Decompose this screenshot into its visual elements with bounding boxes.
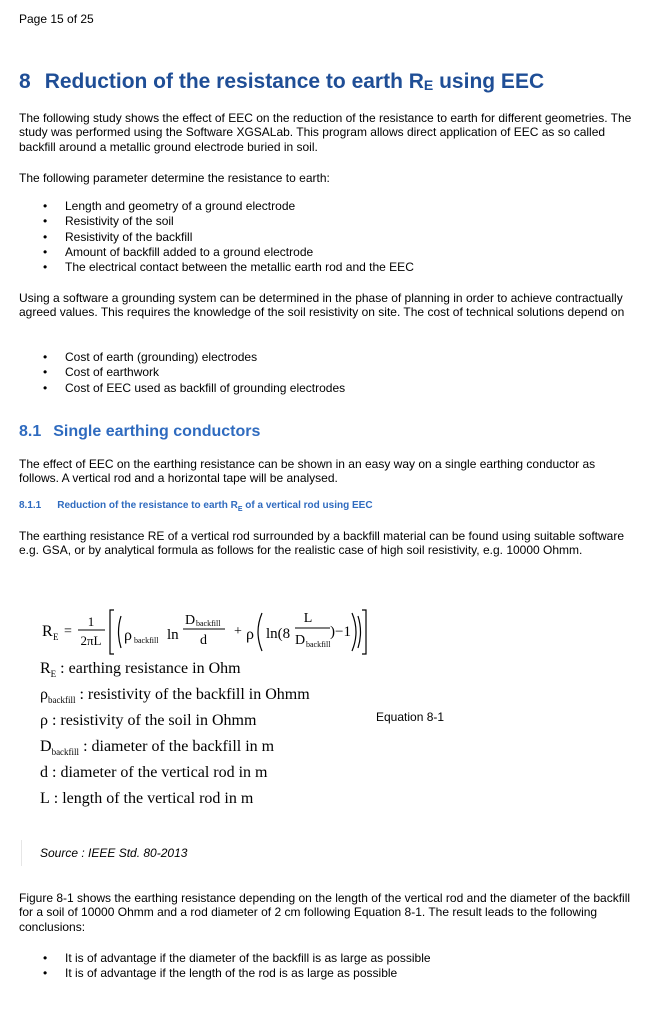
list-item: • Length and geometry of a ground electrode xyxy=(43,199,414,214)
formula-lhs-subscript: E xyxy=(53,632,59,642)
formula-rho-backfill-subscript: backfill xyxy=(134,636,159,645)
parameters-list xyxy=(43,199,414,275)
formula-D-denominator-subscript: backfill xyxy=(306,640,331,649)
list-item: • Cost of earth (grounding) electrodes xyxy=(43,350,345,365)
formula-rho-backfill: ρ xyxy=(124,627,132,644)
definition-row: $\rho_{backfill}$ : resistivity of the backfill in Ohmm xyxy=(40,686,310,705)
formula-plus: + xyxy=(234,624,242,639)
formula-ln: ln xyxy=(167,627,179,643)
formula-left-paren xyxy=(258,613,262,651)
figure-paragraph: Figure 8-1 shows the earthing resistance depending on the length of the vertical rod and the diameter of the backfill for a soil of 10000 Ohmm and a rod diameter of 2 cm following Equation 8-1. The result leads to the following conclusions: xyxy=(19,891,631,934)
definition-row: $R_E$ : earthing resistance in Ohm xyxy=(40,660,241,679)
formula-D-subscript: backfill xyxy=(196,619,221,628)
formula-right-bracket-outer xyxy=(362,610,366,654)
source-citation: Source : IEEE Std. 80-2013 xyxy=(40,846,188,860)
formula-lhs: R xyxy=(42,623,53,640)
intro-paragraph: The following study shows the effect of EEC on the reduction of the resistance to earth for different geometries. The study was performed using the Software XGSALab. This program allows direct application of EEC as so called backfill around a metallic ground electrode buried in soil. xyxy=(19,111,632,154)
formula-minus-one: )−1 xyxy=(330,624,351,640)
list-item: • It is of advantage if the length of the rod is as large as possible xyxy=(43,966,431,981)
definition-row: L : length of the vertical rod in m xyxy=(40,790,254,807)
page-number: Page 15 of 25 xyxy=(19,12,94,26)
subsubsection-title: Reduction of the resistance to earth R xyxy=(57,500,238,511)
formula-d-denominator: d xyxy=(200,633,207,648)
formula-right-paren xyxy=(352,613,356,651)
formula-L-numerator: L xyxy=(303,611,313,626)
list-item: • Resistivity of the soil xyxy=(43,214,414,229)
subsubsection-title-end: of a vertical rod using EEC xyxy=(242,500,373,511)
list-item: • Resistivity of the backfill xyxy=(43,230,414,245)
list-item: • Amount of backfill added to a ground electrode xyxy=(43,245,414,260)
formula-fraction1-denominator: 2πL xyxy=(80,633,102,648)
source-divider xyxy=(21,840,22,866)
formula-D-denominator: D xyxy=(295,633,306,648)
formula-fraction1-numerator: 1 xyxy=(87,614,95,629)
software-paragraph: Using a software a grounding system can be determined in the phase of planning in order to achieve contractually agreed values. This requires the knowledge of the soil resistivity on site. The cost of technical solutions depend on xyxy=(19,291,625,320)
section-title-subscript: E xyxy=(423,77,434,93)
subsection-paragraph: The effect of EEC on the earthing resistance can be shown in an easy way on a single earthing conductor as follows. A vertical rod and a horizontal tape will be analysed. xyxy=(19,457,596,486)
definition-row: d : diameter of the vertical rod in m xyxy=(40,764,268,781)
formula-rho-soil: ρ xyxy=(246,626,254,643)
formula-left-bracket-outer xyxy=(110,610,114,654)
costs-list xyxy=(43,350,345,396)
section-title: Reduction of the resistance to earth R xyxy=(44,70,424,93)
formula-ln8: ln(8 xyxy=(266,626,291,642)
formula-D-numerator: D xyxy=(185,613,196,628)
formula-left-bracket-inner xyxy=(119,616,122,648)
subsection-number: 8.1 xyxy=(19,423,42,440)
subsubsection-number: 8.1.1 xyxy=(19,500,42,511)
formula-equals: = xyxy=(64,624,72,639)
list-item: • Cost of earthwork xyxy=(43,365,345,380)
section-heading xyxy=(19,70,544,94)
definition-row: ρ : resistivity of the soil in Ohmm xyxy=(40,712,257,729)
subsection-title: Single earthing conductors xyxy=(53,423,261,440)
subsection-heading xyxy=(19,423,260,441)
definition-row: $D_{backfill}$ : diameter of the backfill in m xyxy=(40,738,275,757)
list-item: • It is of advantage if the diameter of the backfill is as large as possible xyxy=(43,951,431,966)
equation-8-1-formula xyxy=(40,600,390,660)
equation-label: Equation 8-1 xyxy=(376,710,445,724)
subsubsection-heading xyxy=(19,500,373,513)
section-number: 8 xyxy=(19,70,31,93)
subsubsection-title-subscript: E xyxy=(237,506,243,513)
list-item: • The electrical contact between the metallic earth rod and the EEC xyxy=(43,260,414,275)
parameters-intro: The following parameter determine the resistance to earth: xyxy=(19,171,330,185)
formula-right-bracket-inner xyxy=(358,616,361,648)
list-item: • Cost of EEC used as backfill of grounding electrodes xyxy=(43,381,345,396)
formula-intro: The earthing resistance RE of a vertical rod surrounded by a backfill material can be found using suitable software e.g. GSA, or by analytical formula as follows for the realistic case of high soil resistivity, e.g. 10000 Ohmm. xyxy=(19,529,624,558)
conclusions-list xyxy=(43,951,431,982)
section-title-end: using EEC xyxy=(433,70,545,93)
